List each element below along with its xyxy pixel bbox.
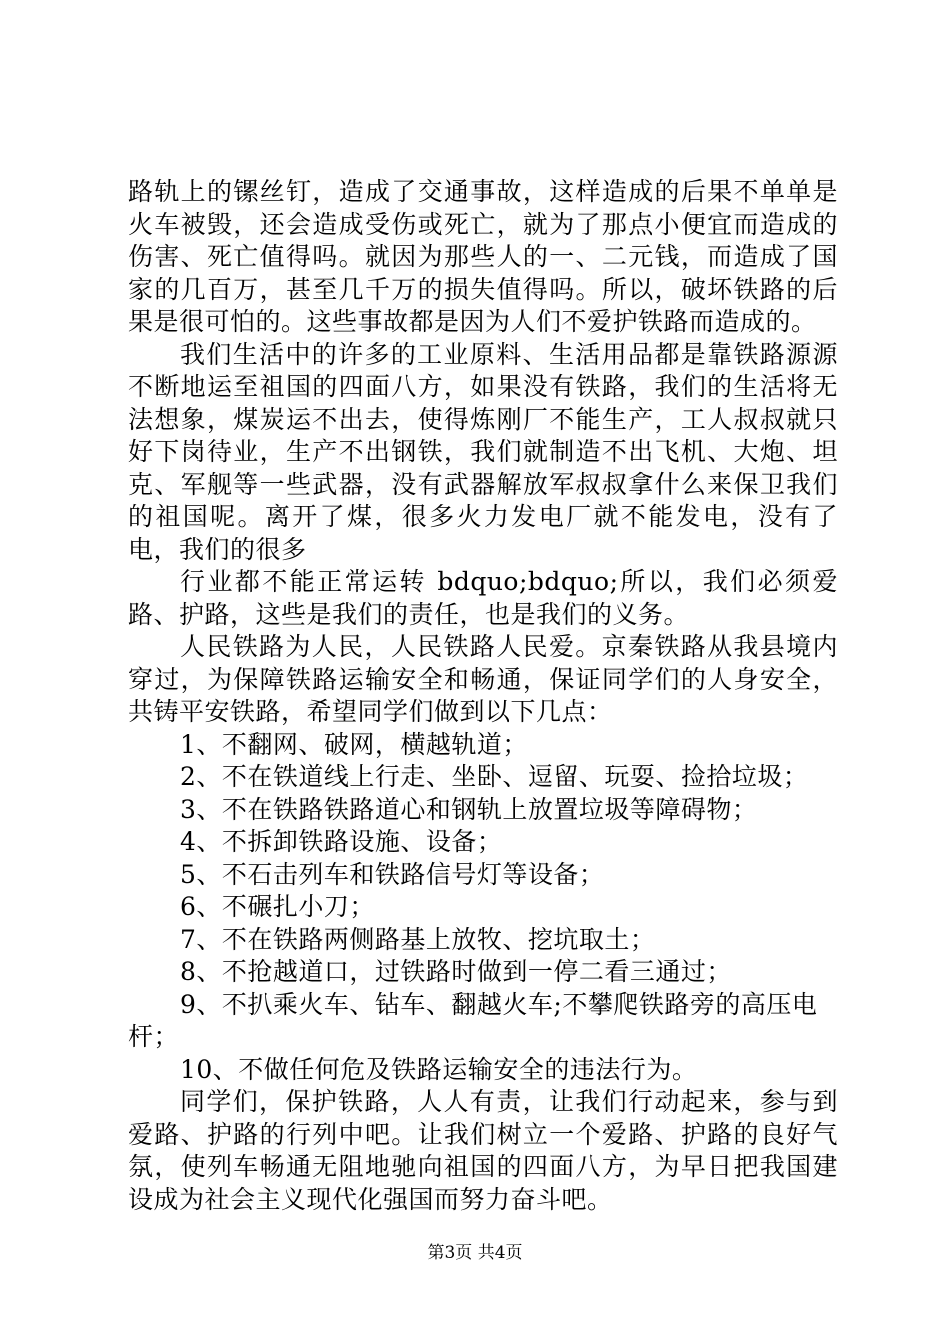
paragraph-appeal: 人民铁路为人民，人民铁路人民爱。京秦铁路从我县境内穿过，为保障铁路运输安全和畅通，保证同学们的人身安全，共铸平安铁路，希望同学们做到以下几点： xyxy=(128,632,838,726)
list-item: 7、不在铁路两侧路基上放牧、挖坑取土； xyxy=(180,924,656,954)
page-footer: 第3页 共4页 xyxy=(427,1243,523,1263)
document-body xyxy=(128,176,838,1216)
list-item: 4、不拆卸铁路设施、设备； xyxy=(180,827,503,856)
paragraph-responsibility: 行业都不能正常运转 bdquo;bdquo;所以，我们必须爱路、护路，这些是我们的责任，也是我们的义务。 xyxy=(128,567,838,629)
paragraph-closing: 同学们，保护铁路，人人有责，让我们行动起来，参与到爱路、护路的行列中吧。让我们树立一个爱路、护路的良好气氛，使列车畅通无阻地驰向祖国的四面八方，为早日把我国建设成为社会主义现代化强国而努力奋斗吧。 xyxy=(128,1087,838,1214)
list-item: 2、不在铁道线上行走、坐卧、逗留、玩耍、捡拾垃圾； xyxy=(180,762,809,791)
list-item: 9、不扒乘火车、钻车、翻越火车;不攀爬铁路旁的高压电杆； xyxy=(128,989,818,1051)
list-item: 8、不抢越道口，过铁路时做到一停二看三通过； xyxy=(180,957,732,986)
paragraph-industry: 我们生活中的许多的工业原料、生活用品都是靠铁路源源不断地运至祖国的四面八方，如果没有铁路，我们的生活将无法想象，煤炭运不出去，使得炼刚厂不能生产，工人叔叔就只好下岗待业，生产不出钢铁，我们就制造不出飞机、大炮、坦克、军舰等一些武器，没有武器解放军叔叔拿什么来保卫我们的祖国呢。离开了煤，很多火力发电厂就不能发电，没有了电，我们的很多 xyxy=(128,339,838,564)
list-item: 6、不碾扎小刀； xyxy=(180,892,375,921)
list-item: 10、不做任何危及铁路运输安全的违法行为。 xyxy=(180,1054,698,1084)
paragraph-continuation: 路轨上的镙丝钉，造成了交通事故，这样造成的后果不单单是火车被毁，还会造成受伤或死亡，就为了那点小便宜而造成的伤害、死亡值得吗。就因为那些人的一、二元钱，而造成了国家的几百万，甚至几千万的损失值得吗。所以，破坏铁路的后果是很可怕的。这些事故都是因为人们不爱护铁路而造成的。 xyxy=(128,177,838,336)
list-item: 5、不石击列车和铁路信号灯等设备； xyxy=(180,859,605,889)
list-item: 1、不翻网、破网，横越轨道； xyxy=(180,729,528,759)
safety-rules-list xyxy=(128,729,838,1087)
list-item: 3、不在铁路铁路道心和钢轨上放置垃圾等障碍物； xyxy=(180,794,758,824)
